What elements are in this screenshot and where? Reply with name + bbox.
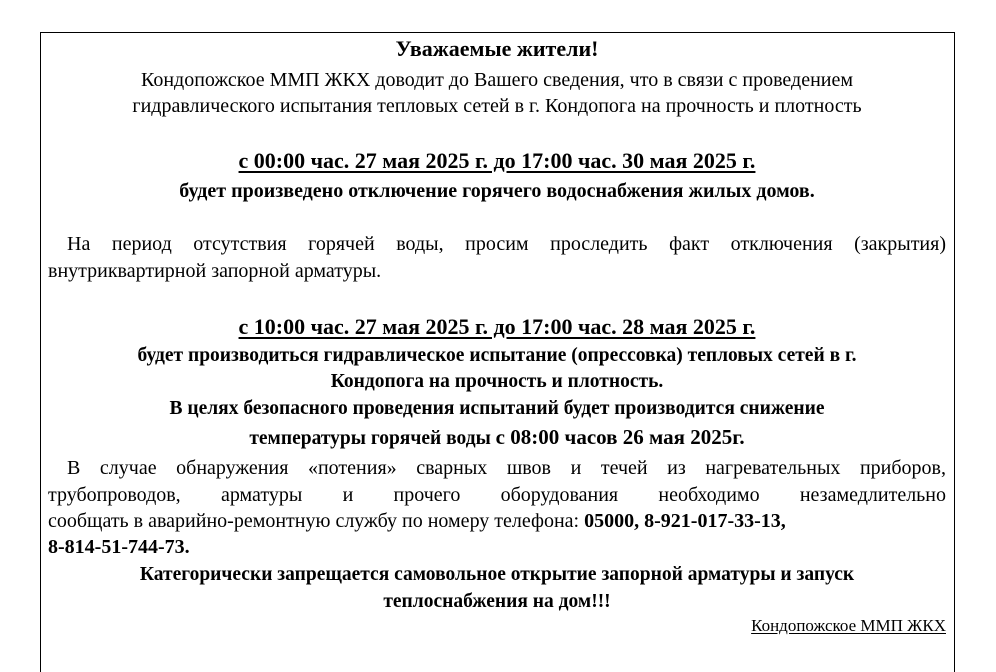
period2-line-1: будет производиться гидравлическое испытание (опрессовка) тепловых сетей в г. <box>137 345 857 366</box>
warning-line-1: Категорически запрещается самовольное открытие запорной арматуры и запуск <box>139 564 855 585</box>
leak-line-1: В случае обнаружения «потения» сварных швов и течей из нагревательных приборов, <box>67 457 946 479</box>
notice-title: Уважаемые жители! <box>395 36 599 61</box>
temp-line-2-prefix: температуры горячей воды <box>249 428 491 449</box>
period1-text: будет произведено отключение горячего водоснабжения жилых домов. <box>179 180 815 202</box>
phones-line-1: 05000, 8-921-017-33-13, <box>584 510 786 532</box>
temp-line-2-date: с 08:00 часов 26 мая 2025г. <box>495 425 745 449</box>
intro-line-2: гидравлического испытания тепловых сетей в г. Кондопога на прочность и плотность <box>132 95 862 117</box>
period2-line-2: Кондопога на прочность и плотность. <box>330 371 664 392</box>
request-line-2: внутриквартирной запорной арматуры. <box>48 260 382 282</box>
signature-line <box>48 617 946 635</box>
leak-line-2: трубопроводов, арматуры и прочего оборудования необходимо незамедлительно <box>48 484 946 506</box>
leak-line-3-prefix: сообщать в аварийно-ремонтную службу по номеру телефона: <box>48 510 580 532</box>
period1-dates: с 00:00 час. 27 мая 2025 г. до 17:00 час. 30 мая 2025 г. <box>238 148 756 173</box>
leak-line-3 <box>48 511 946 531</box>
signature: Кондопожское ММП ЖКХ <box>751 616 946 635</box>
temp-line-1: В целях безопасного проведения испытаний будет производится снижение <box>169 398 825 419</box>
request-line-1: На период отсутствия горячей воды, просим проследить факт отключения (закрытия) <box>67 233 946 255</box>
warning-line-2: теплоснабжения на дом!!! <box>383 591 611 612</box>
period2-dates: с 10:00 час. 27 мая 2025 г. до 17:00 час. 28 мая 2025 г. <box>238 314 756 339</box>
temp-line-2 <box>48 427 946 449</box>
intro-line-1: Кондопожское ММП ЖКХ доводит до Вашего сведения, что в связи с проведением <box>140 69 854 91</box>
phones-line-2: 8-814-51-744-73. <box>48 536 190 558</box>
